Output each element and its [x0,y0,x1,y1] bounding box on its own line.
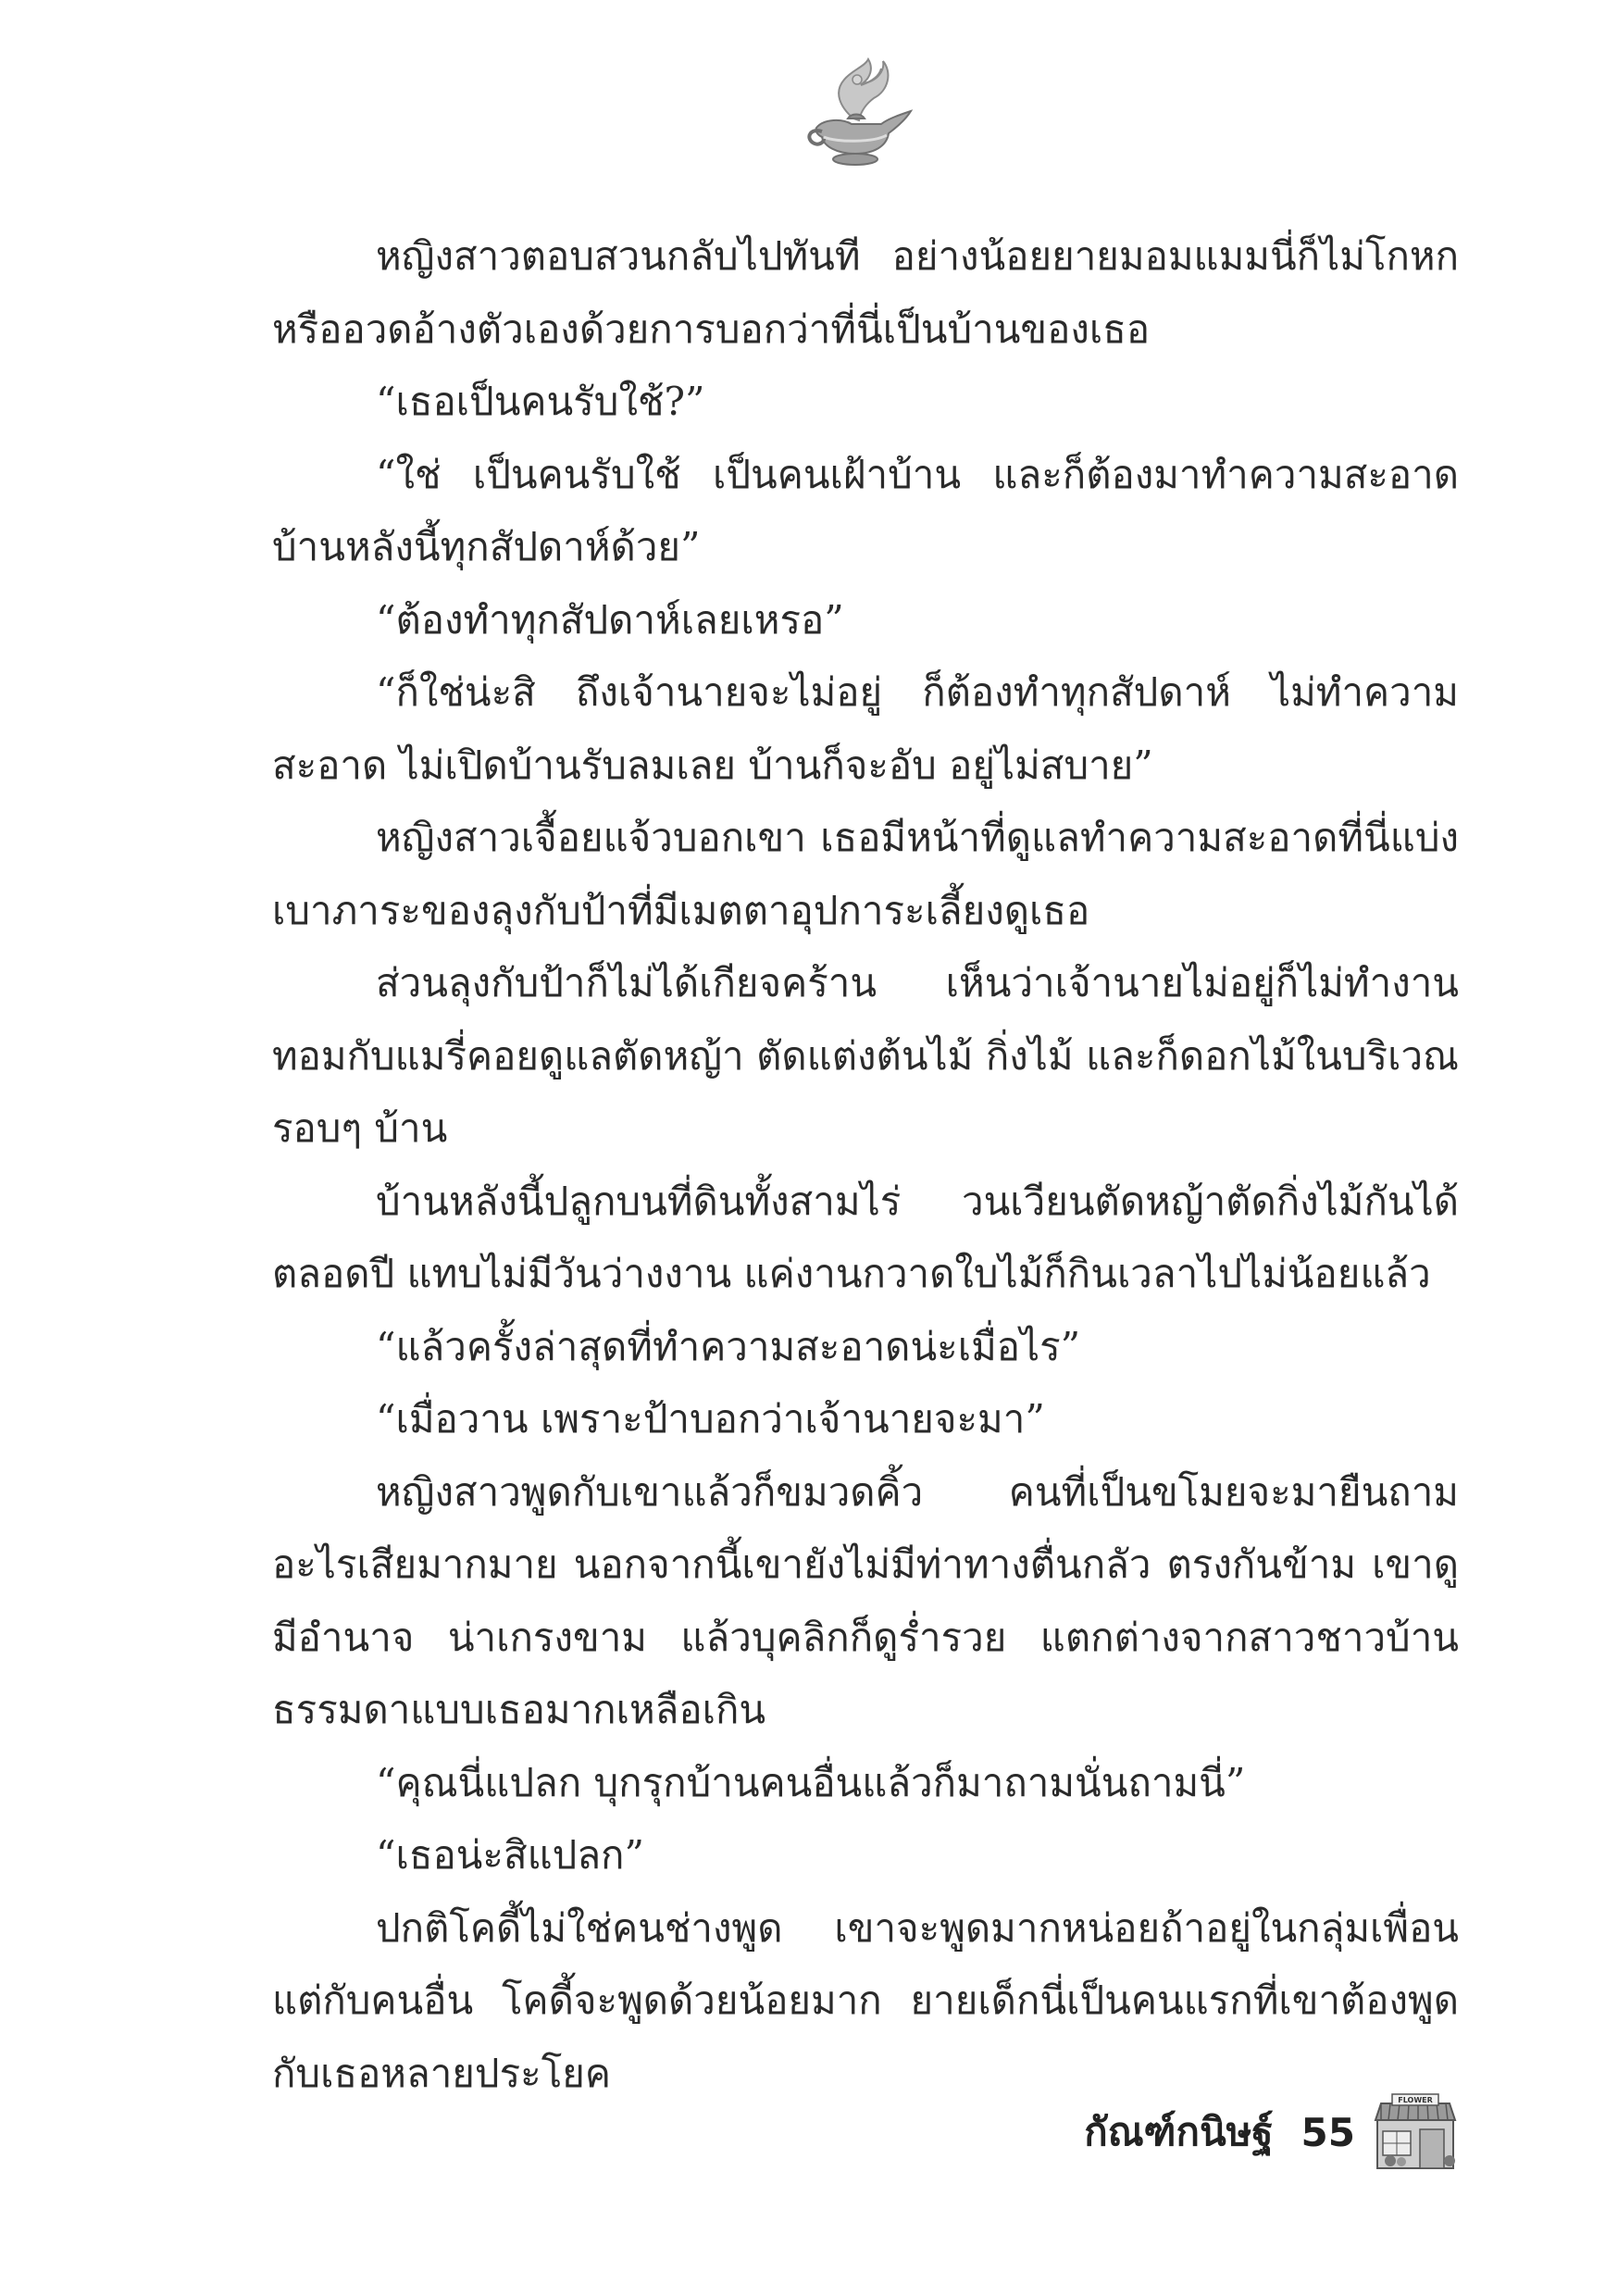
paragraph: “เมื่อวาน เพราะป้าบอกว่าเจ้านายจะมา” [376,1396,1045,1441]
paragraph: หญิงสาวเจื้อยแจ้วบอกเขา เธอมีหน้าที่ดูแลทำความสะอาดที่นี่แบ่งเบาภาระของลุงกับป้าที่มีเมตตาอุปการะเลี้ยงดูเธอ [272,815,1459,933]
paragraph: “ก็ใช่น่ะสิ ถึงเจ้านายจะไม่อยู่ ก็ต้องทำทุกสัปดาห์ ไม่ทำความสะอาด ไม่เปิดบ้านรับลมเลย บ้านก็จะอับ อยู่ไม่สบาย” [272,669,1459,788]
genie-lamp-icon [796,54,916,169]
body-text [272,220,1459,2110]
paragraph: “คุณนี่แปลก บุกรุกบ้านคนอื่นแล้วก็มาถามนั่นถามนี่” [376,1759,1246,1805]
paragraph: “แล้วครั้งล่าสุดที่ทำความสะอาดน่ะเมื่อไร” [376,1323,1081,1369]
paragraph: ปกติโคดี้ไม่ใช่คนช่างพูด เขาจะพูดมากหน่อยถ้าอยู่ในกลุ่มเพื่อนแต่กับคนอื่น โคดี้จะพูดด้วยน้อยมาก ยายเด็กนี่เป็นคนแรกที่เขาต้องพูดกับเธอหลายประโยค [272,1904,1459,2096]
paragraph: หญิงสาวตอบสวนกลับไปทันที อย่างน้อยยายมอมแมมนี่ก็ไม่โกหก หรืออวดอ้างตัวเองด้วยการบอกว่าที่นี่เป็นบ้านของเธอ [272,233,1459,352]
page-number: 55 [1301,2109,1355,2155]
paragraph: บ้านหลังนี้ปลูกบนที่ดินทั้งสามไร่ วนเวียนตัดหญ้าตัดกิ่งไม้กันได้ตลอดปี แทบไม่มีวันว่างงาน แค่งานกวาดใบไม้ก็กินเวลาไปไม่น้อยแล้ว [272,1178,1459,1296]
paragraph: “ต้องทำทุกสัปดาห์เลยเหรอ” [376,596,844,643]
book-title: กัณฑ์กนิษฐ์ [1084,2109,1274,2154]
flower-shop-icon [1372,2092,1459,2172]
page-footer [1084,2090,1459,2174]
paragraph: “เธอเป็นคนรับใช้?” [376,379,705,424]
paragraph: “ใช่ เป็นคนรับใช้ เป็นคนเฝ้าบ้าน และก็ต้องมาทำความสะอาดบ้านหลังนี้ทุกสัปดาห์ด้วย” [272,451,1459,569]
shop-sign-text: FLOWER [1398,2096,1433,2104]
paragraph: หญิงสาวพูดกับเขาแล้วก็ขมวดคิ้ว คนที่เป็นขโมยจะมายืนถามอะไรเสียมากมาย นอกจากนี้เขายังไม่มีท่าทางตื่นกลัว ตรงกันข้าม เขาดูมีอำนาจ น่าเกรงขาม แล้วบุคลิกก็ดูร่ำรวย แตกต่างจากสาวชาวบ้านธรรมดาแบบเธอมากเหลือเกิน [272,1468,1459,1732]
paragraph: ส่วนลุงกับป้าก็ไม่ได้เกียจคร้าน เห็นว่าเจ้านายไม่อยู่ก็ไม่ทำงานทอมกับแมรี่คอยดูแลตัดหญ้า ตัดแต่งต้นไม้ กิ่งไม้ และก็ดอกไม้ในบริเวณรอบๆ บ้าน [272,960,1459,1151]
paragraph: “เธอน่ะสิแปลก” [376,1832,644,1878]
